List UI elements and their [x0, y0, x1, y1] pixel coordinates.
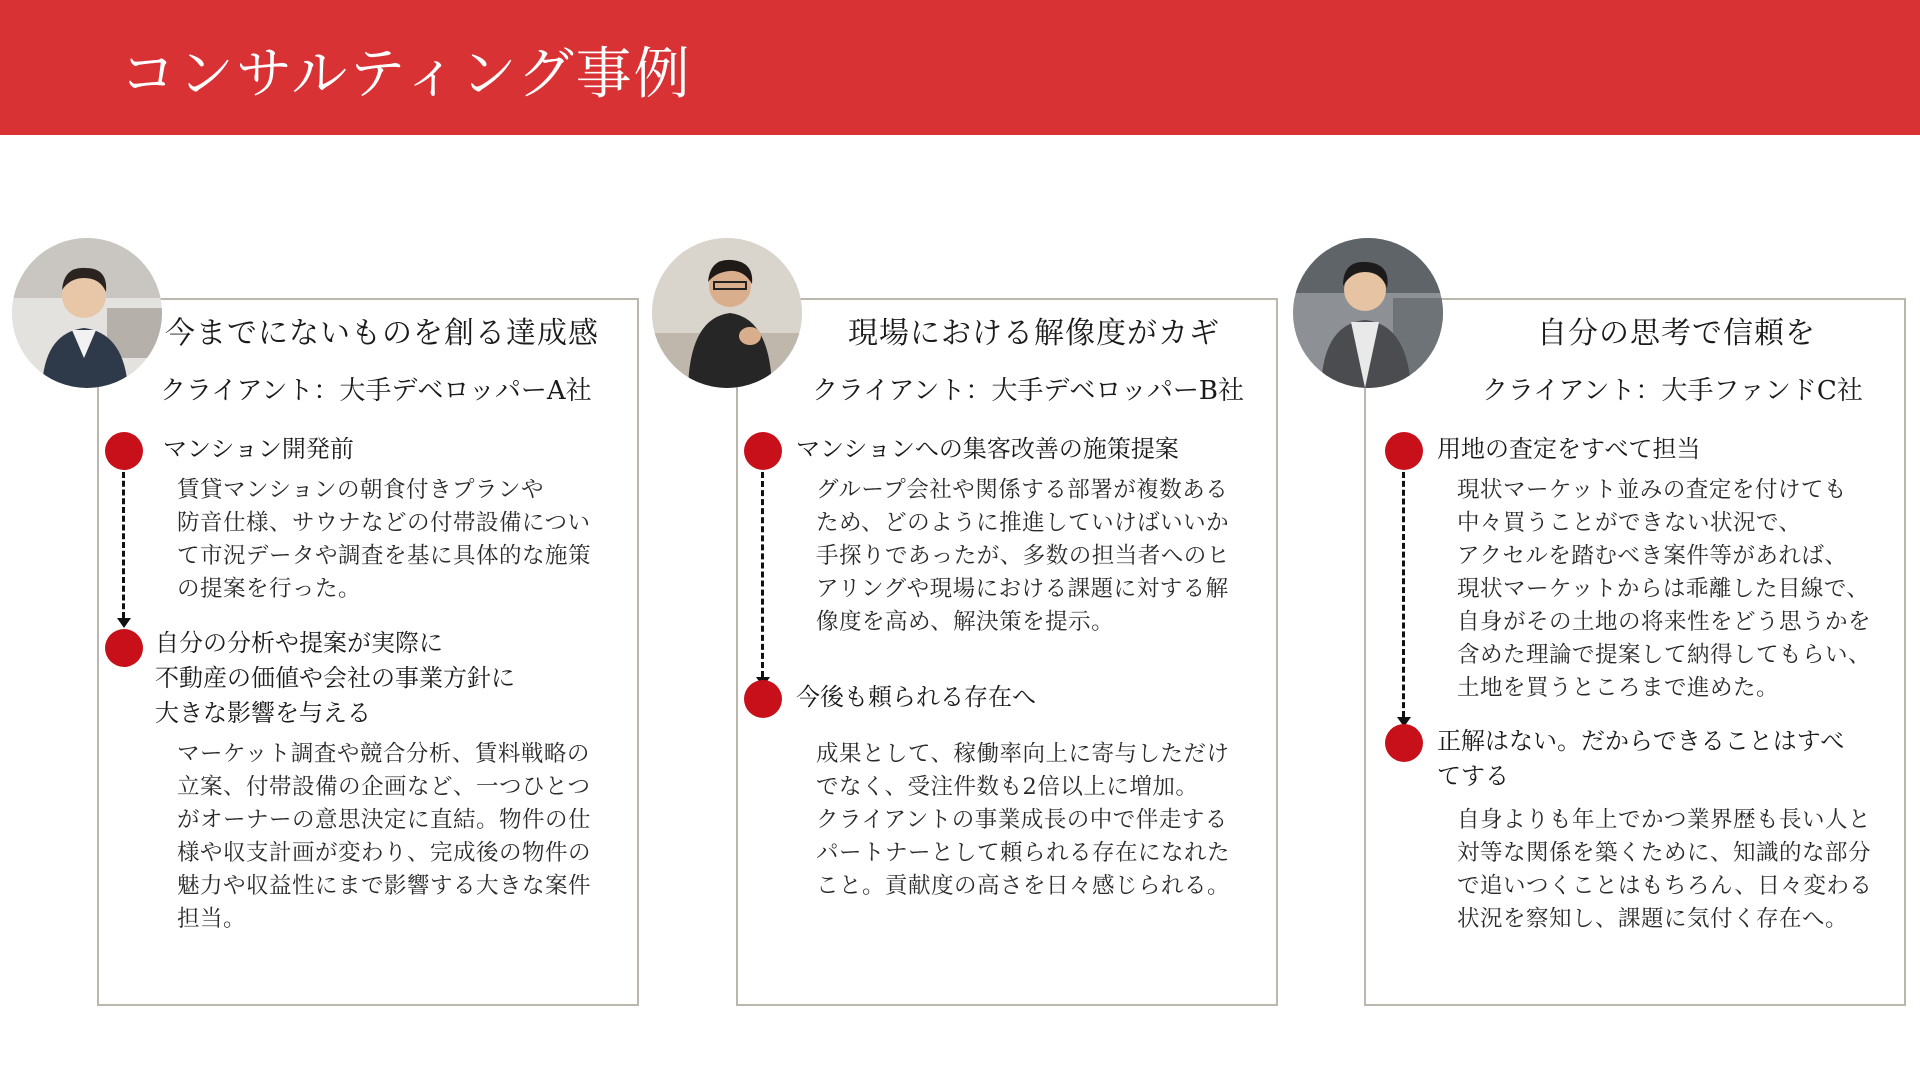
timeline-connector — [761, 472, 764, 677]
step-marker — [1385, 724, 1423, 762]
step-marker — [105, 432, 143, 470]
step-description: 自身よりも年上でかつ業界歴も長い人と 対等な関係を築くために、知識的な部分 で追いつくことはもちろん、日々変わる 状況を察知し、課題に気付く存在へ。 — [1457, 807, 1873, 932]
page-header — [0, 0, 1920, 135]
step-description: 賃貸マンションの朝食付きプランや 防音仕様、サウナなどの付帯設備につい て市況データや調査を基に具体的な施策 の提案を行った。 — [177, 477, 592, 602]
case-title: 現場における解像度がカギ — [848, 316, 1220, 351]
client-name: クライアント：大手ファンドC社 — [1482, 376, 1863, 406]
step-heading: 用地の査定をすべて担当 — [1437, 435, 1701, 463]
case-title: 自分の思考で信頼を — [1537, 316, 1816, 351]
step-marker — [744, 432, 782, 470]
person-photo-icon — [652, 238, 802, 388]
step-marker — [105, 629, 143, 667]
step-heading: 自分の分析や提案が実際に 不動産の価値や会社の事業方針に 大きな影響を与える — [155, 629, 515, 727]
step-description: 現状マーケット並みの査定を付けても 中々買うことができない状況で、 アクセルを踏むべき案件等があれば、 現状マーケットからは乖離した目線で、 自身がその土地の将来性をどう思うかを 含めた理論で提案して納得してもらい、 土地を買うところまで進めた。 — [1457, 477, 1872, 701]
step-description: グループ会社や関係する部署が複数ある ため、どのように推進していけばいいか 手探りであったが、多数の担当者へのヒ アリングや現場における課題に対する解 像度を高め、解決策を提示。 — [816, 477, 1230, 635]
person-photo-icon — [12, 238, 162, 388]
step-description: マーケット調査や競合分析、賃料戦略の 立案、付帯設備の企画など、一つひとつ がオーナーの意思決定に直結。物件の仕 様や収支計画が変わり、完成後の物件の 魅力や収益性にまで影響する大きな案件 担当。 — [177, 741, 592, 932]
client-name: クライアント：大手デベロッパーA社 — [160, 376, 592, 406]
step-heading: マンションへの集客改善の施策提案 — [796, 435, 1179, 463]
timeline-connector — [1402, 472, 1405, 717]
arrow-down-icon — [117, 618, 131, 628]
client-name: クライアント：大手デベロッパーB社 — [812, 376, 1244, 406]
case-title: 今までにないものを創る達成感 — [165, 316, 599, 351]
person-photo-icon — [1293, 238, 1443, 388]
step-heading: マンション開発前 — [163, 435, 354, 463]
step-heading: 今後も頼られる存在へ — [796, 683, 1036, 711]
step-heading: 正解はない。だからできることはすべ てする — [1437, 727, 1845, 790]
step-description: 成果として、稼働率向上に寄与しただけ でなく、受注件数も2倍以上に増加。 クライアントの事業成長の中で伴走する パートナーとして頼られる存在になれた こと。貢献度の高さを日々感じられる。 — [816, 741, 1231, 899]
timeline-connector — [122, 472, 125, 618]
page-title: コンサルティング事例 — [120, 42, 692, 107]
step-marker — [744, 680, 782, 718]
step-marker — [1385, 432, 1423, 470]
